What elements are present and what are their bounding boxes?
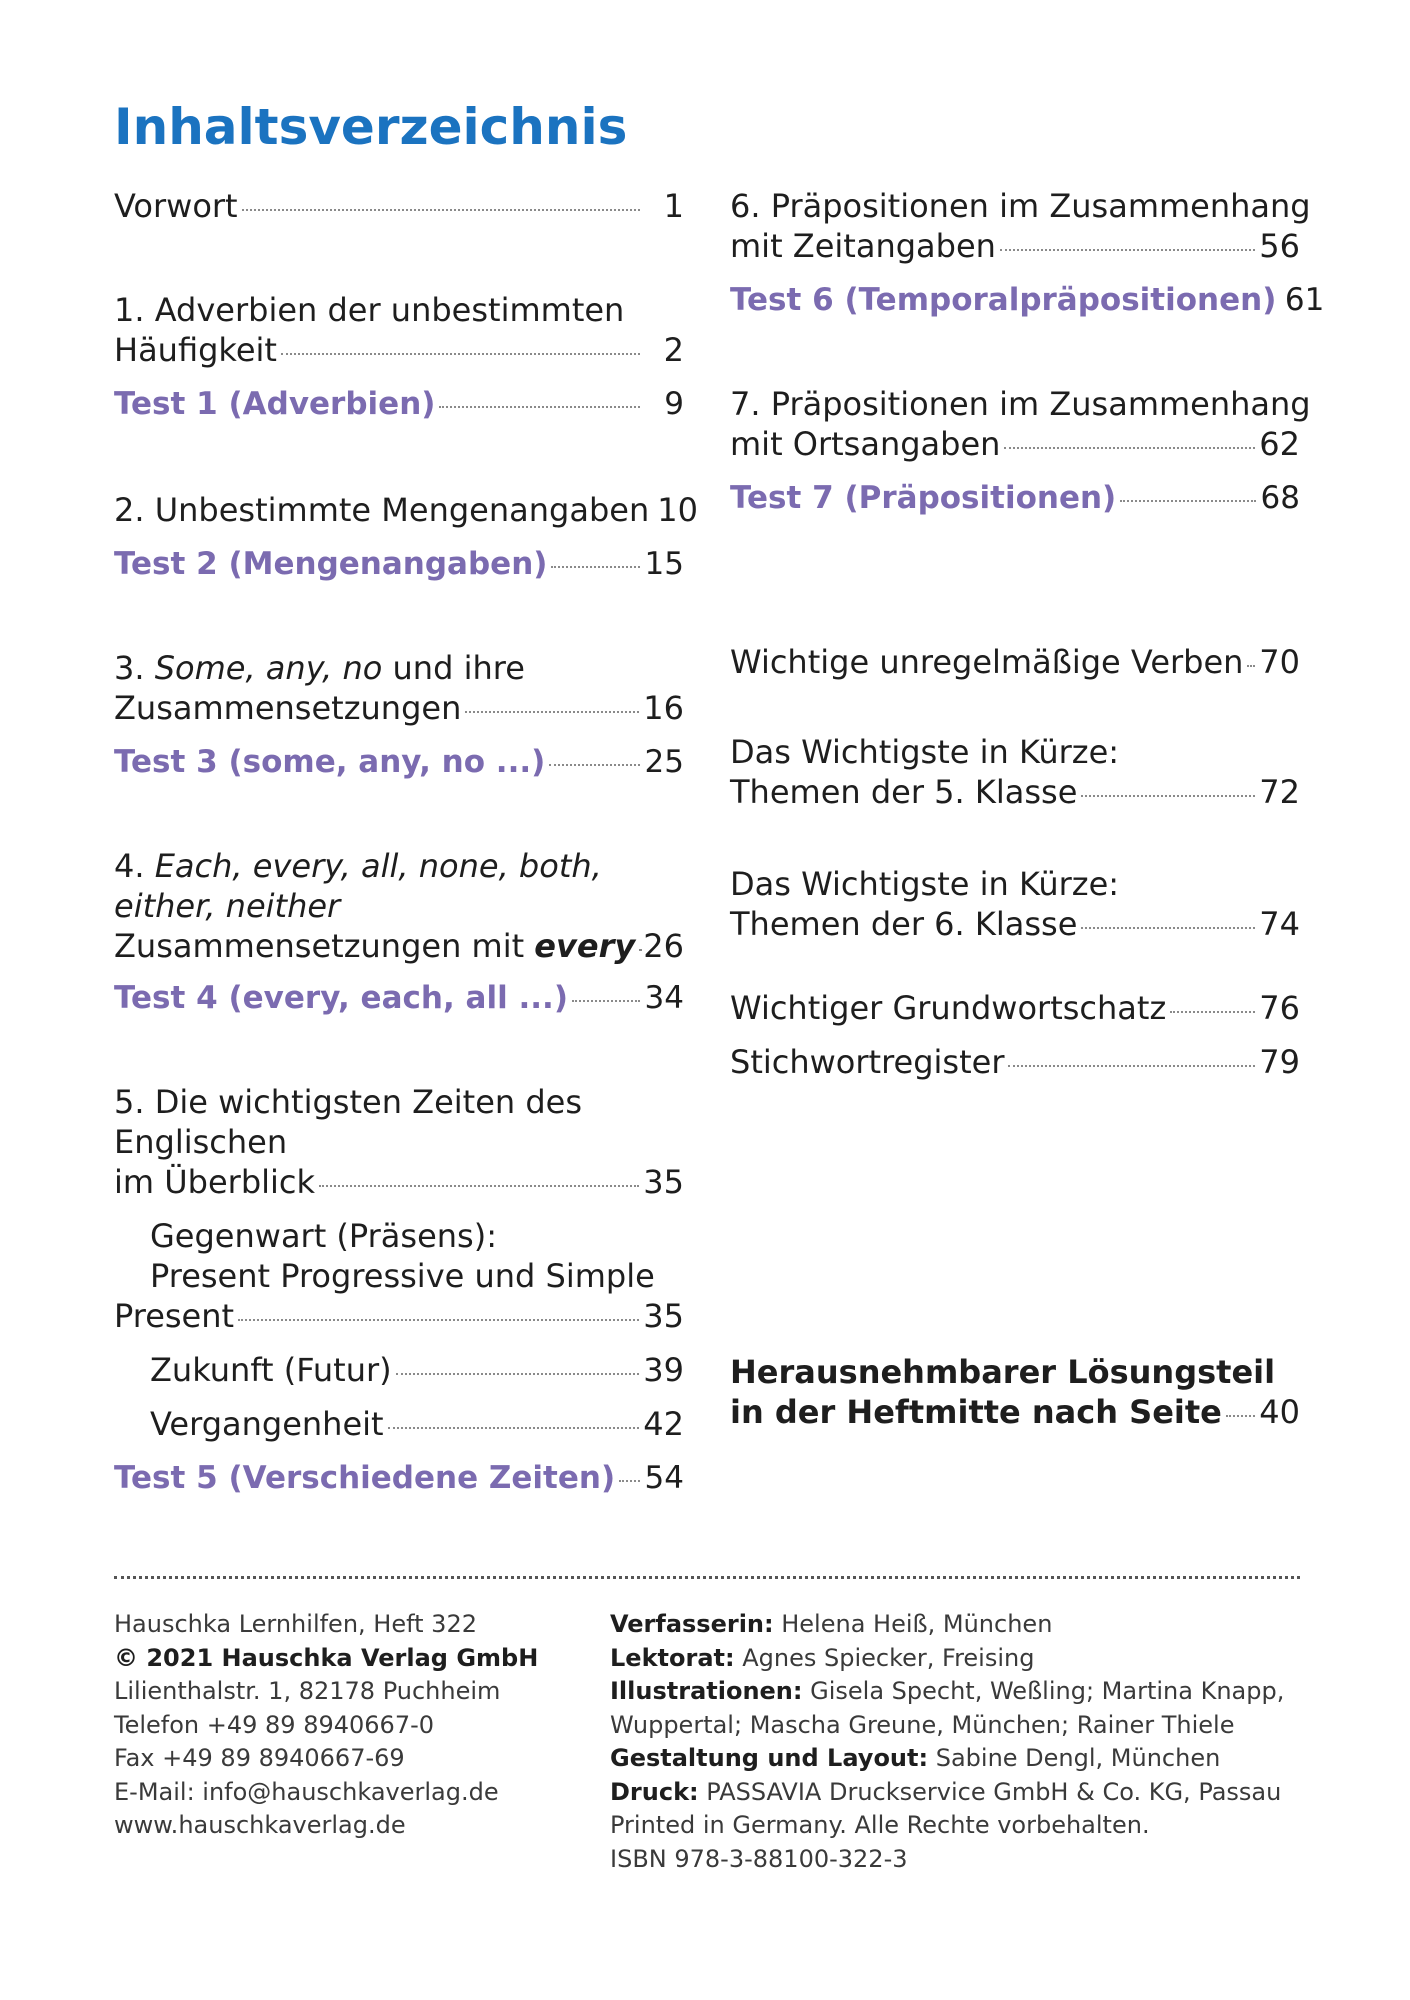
entry-label: Stichwortregister: [730, 1043, 1005, 1081]
test-label: Test 1 (Adverbien): [114, 386, 436, 422]
page-number: 72: [1259, 773, 1300, 811]
toc-entry-grundwortschatz[interactable]: [730, 988, 1300, 1028]
dot-leader: [1081, 767, 1255, 797]
page-number: 9: [664, 386, 684, 422]
entry-label: Wichtige unregelmäßige Verben: [730, 643, 1244, 681]
toc-entry-stichwortregister[interactable]: [730, 1042, 1300, 1082]
toc-entry-chapter-1[interactable]: [114, 290, 684, 370]
toc-entry-chapter-4[interactable]: [114, 846, 684, 966]
dot-leader: [1004, 419, 1255, 449]
dot-leader: [1000, 221, 1255, 251]
entry-label-cont: Englischen: [114, 1123, 288, 1161]
dot-leader: [572, 972, 640, 1002]
dot-leader: [388, 1399, 640, 1429]
address-line: Lilienthalstr. 1, 82178 Puchheim: [114, 1677, 501, 1705]
entry-label: und ihre: [382, 649, 525, 687]
dot-leader: [238, 1291, 639, 1321]
entry-label: Vorwort: [114, 187, 238, 225]
email-line[interactable]: E-Mail: info@hauschkaverlag.de: [114, 1777, 499, 1806]
page-number: 70: [1259, 643, 1300, 681]
page-number: 1: [663, 187, 684, 225]
page-number: 25: [644, 744, 684, 780]
fax-line: Fax +49 89 8940667-69: [114, 1744, 405, 1772]
entry-label-cont: mit Zeitangaben: [730, 227, 996, 265]
toc-entry-vorwort[interactable]: [114, 186, 684, 226]
dot-leader: [242, 181, 640, 211]
toc-entry-chapter-3[interactable]: [114, 648, 684, 728]
entry-label-cont: Themen der 5. Klasse: [730, 773, 1078, 811]
test-label: Test 5 (Verschiedene Zeiten): [114, 1460, 616, 1496]
entry-label: Zukunft (Futur): [150, 1351, 392, 1389]
illustrations-value: Gisela Specht, Weßling; Martina Knapp,: [802, 1677, 1285, 1705]
test-label: Test 3 (some, any, no ...): [114, 744, 546, 780]
test-label: Test 2 (Mengenangaben): [114, 546, 548, 582]
dot-leader: [465, 683, 639, 713]
entry-label: Das Wichtigste in Kürze:: [730, 733, 1120, 771]
entry-bold-italic: every: [534, 927, 636, 965]
page-number: 54: [644, 1460, 684, 1496]
dot-leader: [319, 1157, 639, 1187]
page-number: 39: [643, 1351, 684, 1389]
entry-label-cont: Häufigkeit: [114, 331, 277, 369]
page-number: 76: [1259, 989, 1300, 1027]
page-number: 74: [1259, 905, 1300, 943]
illustrations-line: [610, 1675, 1310, 1709]
design-line: [610, 1742, 1310, 1776]
design-value: Sabine Dengl, München: [928, 1744, 1221, 1772]
dot-leader: [1170, 983, 1255, 1013]
isbn-line: ISBN 978-3-88100-322-3: [610, 1844, 908, 1873]
entry-label-cont: Present: [114, 1297, 235, 1335]
dot-leader: [1226, 1387, 1255, 1417]
entry-label: 1. Adverbien der unbestimmten: [114, 291, 625, 329]
entry-italic-cont: either, neither: [114, 887, 341, 925]
entry-label-cont: Zusammensetzungen: [114, 689, 462, 727]
toc-entry-kurz-5[interactable]: [730, 732, 1300, 812]
dot-leader: [549, 736, 640, 766]
entry-label: 5. Die wichtigsten Zeiten des: [114, 1083, 582, 1121]
dot-leader: [396, 1345, 640, 1375]
toc-entry-chapter-5[interactable]: [114, 1082, 684, 1202]
editor-value: Agnes Spiecker, Freising: [734, 1643, 1035, 1672]
toc-entry-test-1[interactable]: [114, 384, 684, 424]
page-number: 35: [643, 1163, 684, 1201]
page-number: 40: [1259, 1393, 1300, 1431]
entry-number: 3.: [114, 649, 155, 687]
dot-leader: [1081, 899, 1255, 929]
toc-entry-test-3[interactable]: [114, 742, 684, 782]
page-number: 56: [1259, 227, 1300, 265]
dot-leader: [1120, 472, 1256, 502]
page-number: 16: [643, 689, 684, 727]
illustrations-line-cont: Wuppertal; Mascha Greune, München; Rainer Thiele: [610, 1710, 1235, 1739]
dot-leader: [619, 1452, 640, 1482]
toc-entry-verben[interactable]: [730, 642, 1300, 682]
page-number: 68: [1260, 480, 1300, 516]
dot-leader: [281, 325, 640, 355]
entry-label: Herausnehmbarer Lösungsteil: [730, 1353, 1276, 1391]
editor-label: Lektorat:: [610, 1643, 735, 1672]
toc-entry-test-2[interactable]: [114, 544, 684, 584]
entry-label: Das Wichtigste in Kürze:: [730, 865, 1120, 903]
phone-line: Telefon +49 89 8940667-0: [114, 1710, 435, 1739]
author-value: Helena Heiß, München: [773, 1610, 1053, 1638]
toc-entry-chapter-5-gegenwart[interactable]: [114, 1216, 684, 1336]
page-number: 61: [1284, 282, 1325, 318]
toc-entry-chapter-5-vergangenheit[interactable]: [114, 1404, 684, 1444]
test-label: Test 6 (Temporalpräpositionen): [730, 282, 1277, 318]
imprint-publisher: [114, 1608, 584, 1843]
page-number: 34: [644, 980, 684, 1016]
print-label: Druck:: [610, 1777, 699, 1806]
dot-leader: [1247, 637, 1255, 667]
entry-label: Gegenwart (Präsens):: [150, 1217, 497, 1255]
toc-entry-loesungsteil[interactable]: [730, 1352, 1300, 1432]
toc-entry-chapter-6[interactable]: [730, 186, 1311, 266]
page-number: 26: [643, 927, 684, 965]
test-label: Test 4 (every, each, all ...): [114, 980, 568, 1016]
toc-entry-test-6[interactable]: [730, 280, 1325, 320]
entry-label-cont: mit Ortsangaben: [730, 425, 1001, 463]
toc-entry-test-5[interactable]: [114, 1458, 684, 1498]
dotted-divider: [114, 1576, 1300, 1579]
illustrations-label: Illustrationen:: [610, 1677, 803, 1705]
entry-label-cont: Themen der 6. Klasse: [730, 905, 1078, 943]
toc-entry-chapter-5-zukunft[interactable]: [114, 1350, 684, 1390]
entry-label: Vergangenheit: [150, 1405, 384, 1443]
toc-entry-chapter-7[interactable]: [730, 384, 1311, 464]
page-title: Inhaltsverzeichnis: [114, 98, 628, 156]
imprint-credits: [610, 1608, 1310, 1876]
page-number: 79: [1259, 1043, 1300, 1081]
test-label: Test 7 (Präpositionen): [730, 480, 1117, 516]
dot-leader: [439, 378, 640, 408]
entry-label: Zusammensetzungen mit: [114, 927, 535, 965]
entry-label: 2. Unbestimmte Mengenangaben: [114, 491, 650, 529]
page-number: 42: [643, 1405, 684, 1443]
page-number: 10: [657, 491, 698, 529]
editor-line: [610, 1642, 1310, 1676]
entry-italic: Some, any, no: [154, 649, 383, 687]
print-value: PASSAVIA Druckservice GmbH & Co. KG, Passau: [698, 1777, 1282, 1806]
author-line: [610, 1608, 1310, 1642]
dot-leader: [551, 538, 640, 568]
entry-number: 4.: [114, 847, 155, 885]
design-label: Gestaltung und Layout:: [610, 1744, 929, 1772]
toc-entry-kurz-6[interactable]: [730, 864, 1300, 944]
rights-line: Printed in Germany. Alle Rechte vorbehalten.: [610, 1811, 1150, 1839]
dot-leader: [1008, 1037, 1255, 1067]
page-number: 2: [663, 331, 684, 369]
page-number: 35: [643, 1297, 684, 1335]
entry-italic: Each, every, all, none, both,: [154, 847, 602, 885]
entry-label: Wichtiger Grundwortschatz: [730, 989, 1167, 1027]
entry-label-cont: im Überblick: [114, 1163, 316, 1201]
website-line[interactable]: www.hauschkaverlag.de: [114, 1811, 406, 1839]
entry-label-cont: Present Progressive und Simple: [150, 1257, 655, 1295]
page-number: 15: [644, 546, 684, 582]
author-label: Verfasserin:: [610, 1610, 774, 1638]
entry-label: 6. Präpositionen im Zusammenhang: [730, 187, 1311, 225]
copyright-line: © 2021 Hauschka Verlag GmbH: [114, 1643, 539, 1672]
toc-entry-test-4[interactable]: [114, 978, 684, 1018]
entry-label-cont: in der Heftmitte nach Seite: [730, 1393, 1222, 1431]
print-line: [610, 1776, 1310, 1810]
page-number: 62: [1259, 425, 1300, 463]
toc-entry-test-7[interactable]: [730, 478, 1300, 518]
toc-entry-chapter-2[interactable]: [114, 490, 698, 530]
entry-label: 7. Präpositionen im Zusammenhang: [730, 385, 1311, 423]
series-line: Hauschka Lernhilfen, Heft 322: [114, 1610, 477, 1638]
